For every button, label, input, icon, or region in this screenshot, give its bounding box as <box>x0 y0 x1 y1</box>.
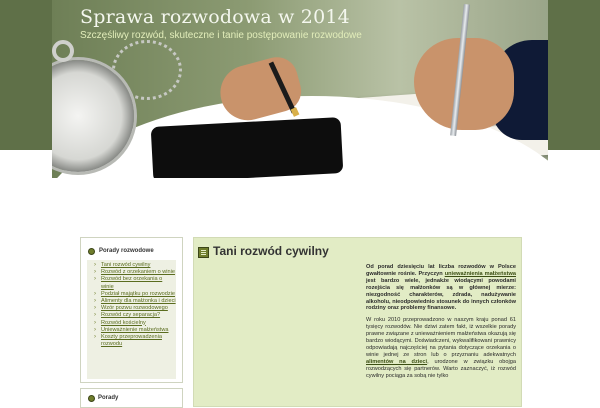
widget-link-list <box>87 260 176 379</box>
article-paragraph <box>366 264 516 312</box>
article-text: , urodzone w związku obojga rozwodzących się partnerów. Warto zaznaczyć, iż rozwód cywilny pociąga za sobą nie tylko <box>366 358 516 379</box>
widget-title: Porady <box>98 395 119 401</box>
list-item <box>93 334 176 348</box>
list-item <box>93 305 176 312</box>
document-icon <box>198 247 209 258</box>
site-title[interactable]: Sprawa rozwodowa w 2014 <box>80 6 350 28</box>
leaf-bullet-icon <box>88 248 95 255</box>
sidebar-link-rozwod-koscielny[interactable]: Rozwód kościelny <box>101 319 146 326</box>
list-item <box>93 320 176 327</box>
wallet-illustration <box>151 117 344 178</box>
list-item <box>93 269 176 276</box>
watch-ring-illustration <box>52 40 74 62</box>
sidebar-link-wzor-pozwu[interactable]: Wzór pozwu rozwodowego <box>101 305 168 312</box>
list-item <box>93 298 176 305</box>
sidebar-link-tani-rozwod[interactable]: Tani rozwód cywilny <box>101 262 151 268</box>
sidebar-link-koszty[interactable]: Koszty przeprowadzenia rozwodu <box>101 334 162 348</box>
widget-title: Porady rozwodowe <box>99 248 154 254</box>
list-item <box>93 262 176 269</box>
article-title[interactable]: Tani rozwód cywilny <box>213 244 329 258</box>
sidebar-link-bez-orzekania[interactable]: Rozwód bez orzekania o winie <box>101 276 163 290</box>
article-text: Od porad dziesięciu lat liczba rozwodów w Polsce gwałtownie rośnie. Przyczyn <box>366 264 516 277</box>
widget-header <box>81 238 182 258</box>
sidebar-link-uniewaznienie[interactable]: Unieważnienie małżeństwa <box>101 326 169 333</box>
leaf-bullet-icon <box>88 395 95 402</box>
site-tagline: Szczęśliwy rozwód, skuteczne i tanie postępowanie rozwodowe <box>80 30 362 41</box>
sidebar-link-separacja[interactable]: Rozwód czy separacja? <box>101 312 161 319</box>
list-item <box>93 291 176 298</box>
list-item <box>93 327 176 334</box>
article-panel <box>193 237 522 407</box>
article-link-uniewaznienie[interactable]: unieważnienia małżeństwa <box>444 270 516 277</box>
article-text: W roku 2010 przeprowadzono w naszym kraju ponad 61 tysięcy rozwodów. Nie dziwi zatem fakt, iż wszelkie porady prawne związane z unieważnieniem małżeństwa okazują się bardzo wiodącymi. Doświadczeni, wykwalifikowani prawnicy odpowiadają najczęściej na pytania dotyczące orzekania o winie jednej ze stron lub o przyznaniu adekwatnych <box>366 317 516 358</box>
article-text: jest bardzo wiele, jednakże wiodącymi powodami rozejścia się małżonków są w głównej mierze: niezgodność charakterów, zdrada, nadużywanie alkoholu, nieodpowiednio stosunek do innych członków rodziny oraz problemy finansowe. <box>366 277 516 312</box>
article-paragraph <box>366 317 516 379</box>
sidebar-widget-second <box>80 388 183 408</box>
sidebar-link-podzial-majatku[interactable]: Podział majątku po rozwodzie <box>101 290 175 297</box>
article-body <box>366 264 516 385</box>
sidebar-link-alimenty[interactable]: Alimenty dla małżonka i dzieci <box>101 298 176 305</box>
sidebar-widget-advice <box>80 237 183 383</box>
article-link-alimenty[interactable]: alimentów na dzieci <box>366 358 428 365</box>
sidebar-link-orzekanie-o-winie[interactable]: Rozwód z orzekaniem o winie <box>101 269 175 276</box>
list-item <box>93 312 176 319</box>
list-item <box>93 276 176 290</box>
